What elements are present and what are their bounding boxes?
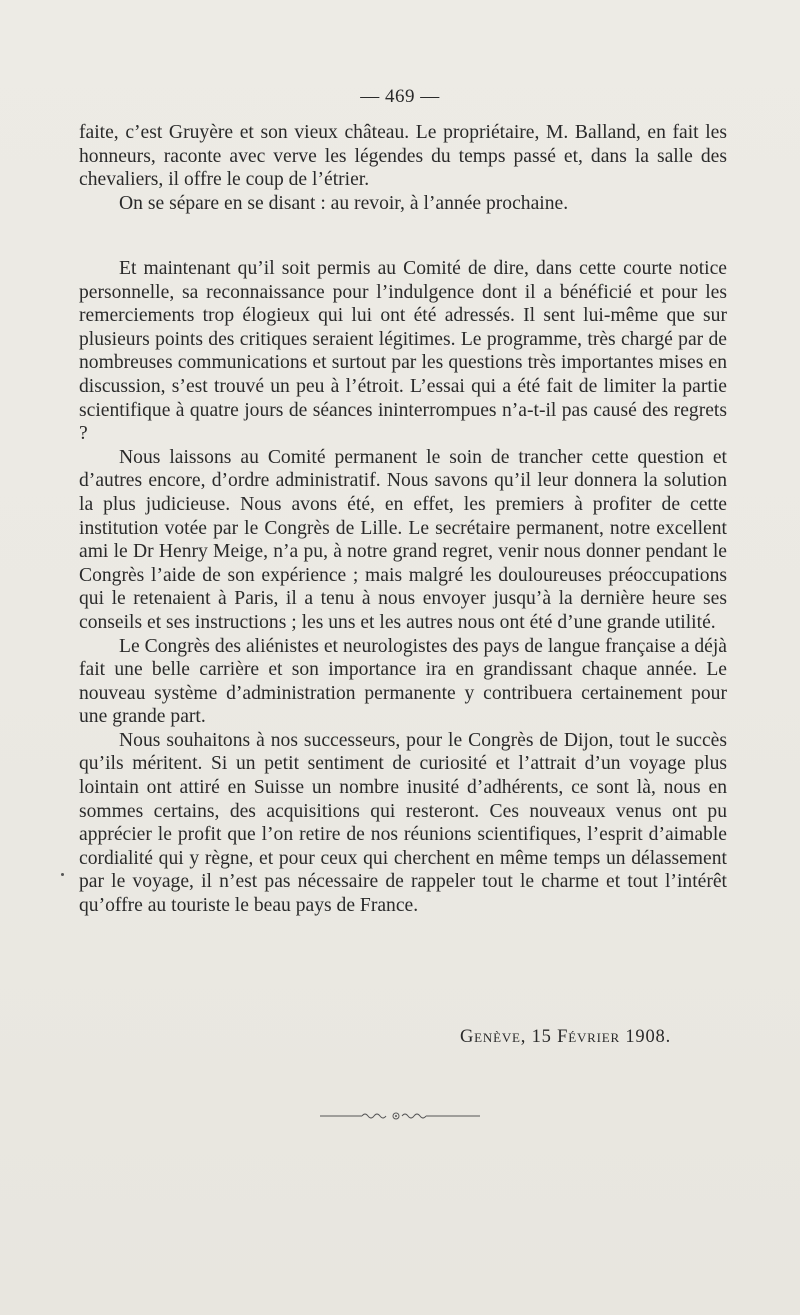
margin-mark [61, 873, 64, 876]
paragraph: Nous souhaitons à nos successeurs, pour le Congrès de Dijon, tout le succès qu’ils méritent. Si un petit sentiment de curiosité et l’attrait d’un voyage plus lointain ont attiré en Suisse un nombre inusité d’adhérents, ce sont là, nous en sommes certains, des acquisitions qui resteront. Ces nouveaux venus ont pu apprécier le profit que l’on retire de nos réunions scientifiques, l’esprit d’aimable cordialité qui y règne, et pour ceux qui cherchent en même temps un délassement par le voyage, il n’est pas nécessaire de rappeler tout le charme et tout l’intérêt qu’offre au touriste le beau pays de France. [79, 729, 727, 917]
paragraph: Nous laissons au Comité permanent le soin de trancher cette question et d’autres encore, d’ordre administratif. Nous savons qu’il leur donnera la solution la plus judicieuse. Nous avons été, en effet, les premiers à profiter de cette institution votée par le Congrès de Lille. Le secrétaire permanent, notre excellent ami le Dr Henry Meige, n’a pu, à notre grand regret, venir nous donner pendant le Congrès l’aide de son expérience ; mais malgré les douloureuses préoccupations qui le retenaient à Paris, il a tenu à nous envoyer jusqu’à la dernière heure ses conseils et ses instructions ; les uns et les autres nous ont été d’une grande utilité. [79, 446, 727, 633]
text-block-main [79, 257, 727, 918]
signature-date: Genève, 15 Février 1908. [459, 1027, 671, 1047]
paragraph: Et maintenant qu’il soit permis au Comité de dire, dans cette courte notice personnelle, sa reconnaissance pour l’indulgence dont il a bénéficié et pour les remerciements trop élogieux qui lui ont été adressés. Il sent lui-même que sur plusieurs points des critiques seraient légitimes. Le programme, très chargé par de nombreuses communications et surtout par les questions très importantes mises en discussion, s’est trouvé un peu à l’étroit. L’essai qui a été fait de limiter la partie scientifique à quatre jours de séances ininterrompues n’a-t-il pas causé des regrets ? [79, 258, 727, 445]
paragraph: On se sépare en se disant : au revoir, à l’année prochaine. [119, 192, 569, 214]
ornament-divider-icon [320, 1108, 480, 1124]
text-block-intro [79, 121, 727, 215]
page-number: — 469 — [360, 86, 440, 107]
paragraph: faite, c’est Gruyère et son vieux château. Le propriétaire, M. Balland, en fait les honneurs, raconte avec verve les légendes du temps passé et, dans la salle des chevaliers, il offre le coup de l’étrier. [79, 122, 727, 191]
paragraph: Le Congrès des aliénistes et neurologistes des pays de langue française a déjà fait une belle carrière et son importance ira en grandissant chaque année. Le nouveau système d’administration permanente y contribuera certainement pour une grande part. [79, 635, 727, 728]
